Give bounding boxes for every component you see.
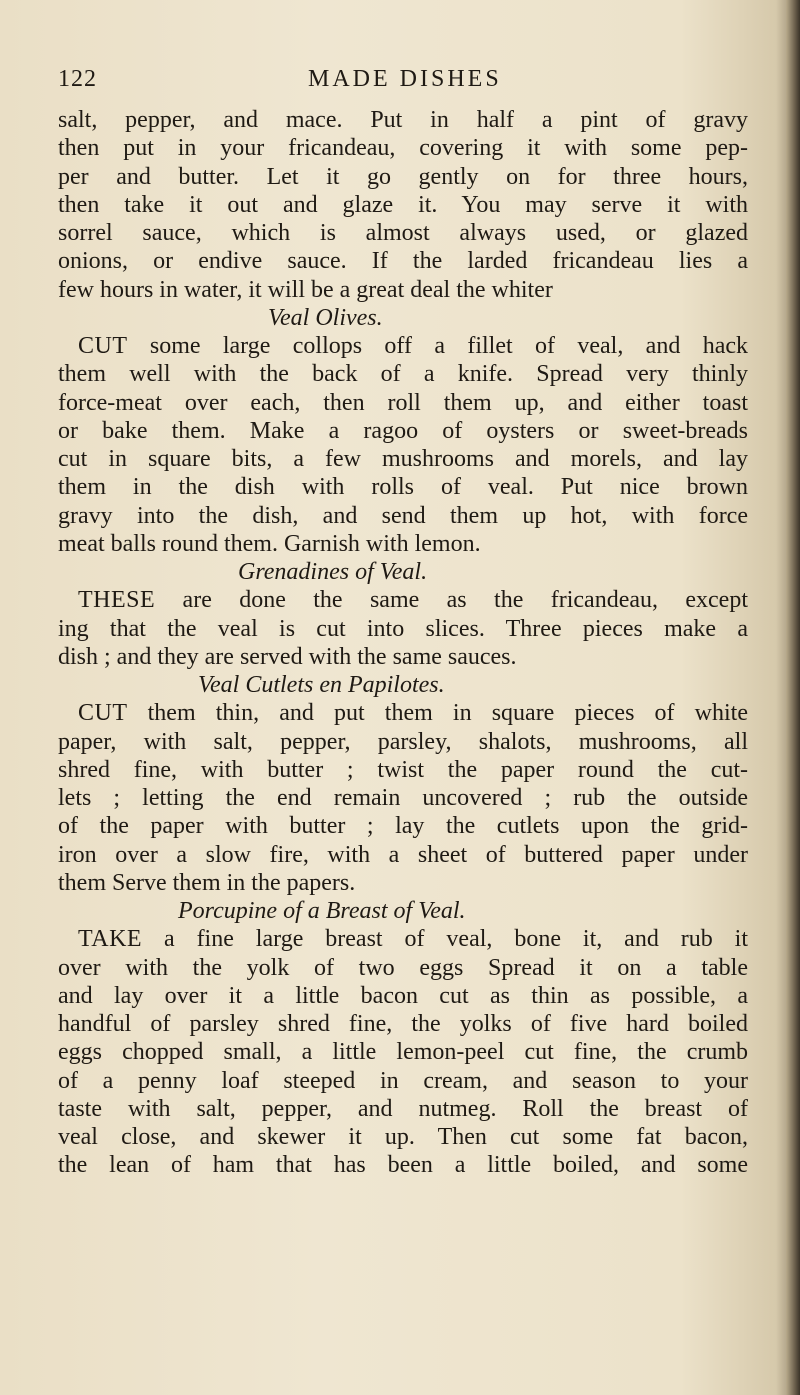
text-line: them in the dish with rolls of veal. Put nice brown — [58, 474, 748, 501]
text-line: shred fine, with butter ; twist the paper round the cut- — [58, 756, 748, 783]
text-line: handful of parsley shred fine, the yolks of five hard boiled — [58, 1011, 748, 1037]
text-line: or bake them. Make a ragoo of oysters or sweet-breads — [58, 417, 748, 444]
page-number: 122 — [58, 66, 97, 92]
text-line: THESE are done the same as the fricandeau, except — [78, 587, 748, 614]
text-line: force-meat over each, then roll them up, and either toast — [58, 389, 748, 416]
text-line: veal close, and skewer it up. Then cut some fat bacon, — [58, 1124, 748, 1150]
text-line: of a penny loaf steeped in cream, and season to your — [58, 1067, 748, 1094]
text-line: gravy into the dish, and send them up hot, with force — [58, 502, 748, 529]
text-line: lets ; letting the end remain uncovered ; rub the outside — [58, 785, 748, 811]
text-line: meat balls round them. Garnish with lemon. — [58, 530, 481, 557]
lead-word: CUT — [78, 333, 128, 359]
text-line: paper, with salt, pepper, parsley, shalots, mushrooms, all — [58, 728, 748, 755]
recipe-heading: Porcupine of a Breast of Veal. — [178, 898, 466, 924]
text-line: taste with salt, pepper, and nutmeg. Roll the breast of — [58, 1095, 748, 1122]
text-line: onions, or endive sauce. If the larded fricandeau lies a — [58, 248, 748, 275]
text-line: sorrel sauce, which is almost always used, or glazed — [58, 220, 748, 246]
text-line: them well with the back of a knife. Spread very thinly — [58, 361, 748, 388]
text-line: per and butter. Let it go gently on for three hours, — [58, 163, 748, 190]
page-header — [58, 66, 748, 100]
text-line: few hours in water, it will be a great deal the whiter — [58, 276, 553, 303]
text-line: dish ; and they are served with the same sauces. — [58, 643, 517, 670]
recipe-heading: Grenadines of Veal. — [238, 559, 428, 585]
lead-word: CUT — [78, 700, 128, 727]
text-line: cut in square bits, a few mushrooms and morels, and lay — [58, 446, 748, 472]
text-line: of the paper with butter ; lay the cutlets upon the grid- — [58, 813, 748, 840]
text-line: and lay over it a little bacon cut as thin as possible, a — [58, 982, 748, 1009]
text-line: eggs chopped small, a little lemon-peel cut fine, the crumb — [58, 1039, 748, 1066]
text-line: then take it out and glaze it. You may serve it with — [58, 191, 748, 218]
text-line: over with the yolk of two eggs Spread it on a table — [58, 954, 748, 981]
text-line: then put in your fricandeau, covering it with some pep- — [58, 135, 748, 162]
text-line: them Serve them in the papers. — [58, 869, 356, 896]
text-line: iron over a slow fire, with a sheet of buttered paper under — [58, 841, 748, 868]
body-text — [58, 106, 748, 1180]
text-line: salt, pepper, and mace. Put in half a pint of gravy — [58, 107, 748, 133]
recipe-heading: Veal Cutlets en Papilotes. — [198, 672, 445, 698]
text-line: TAKE a fine large breast of veal, bone it, and rub it — [78, 926, 748, 953]
recipe-heading: Veal Olives. — [268, 304, 383, 331]
page-edge-shadow — [786, 0, 800, 1395]
lead-word: TAKE — [78, 926, 143, 953]
text-line: ing that the veal is cut into slices. Three pieces make a — [58, 615, 748, 642]
text-line: CUT some large collops off a fillet of veal, and hack — [78, 333, 748, 359]
text-line: the lean of ham that has been a little boiled, and some — [58, 1152, 748, 1179]
running-head: MADE DISHES — [308, 66, 502, 92]
text-line: CUT them thin, and put them in square pieces of white — [78, 700, 748, 727]
lead-word: THESE — [78, 587, 156, 614]
